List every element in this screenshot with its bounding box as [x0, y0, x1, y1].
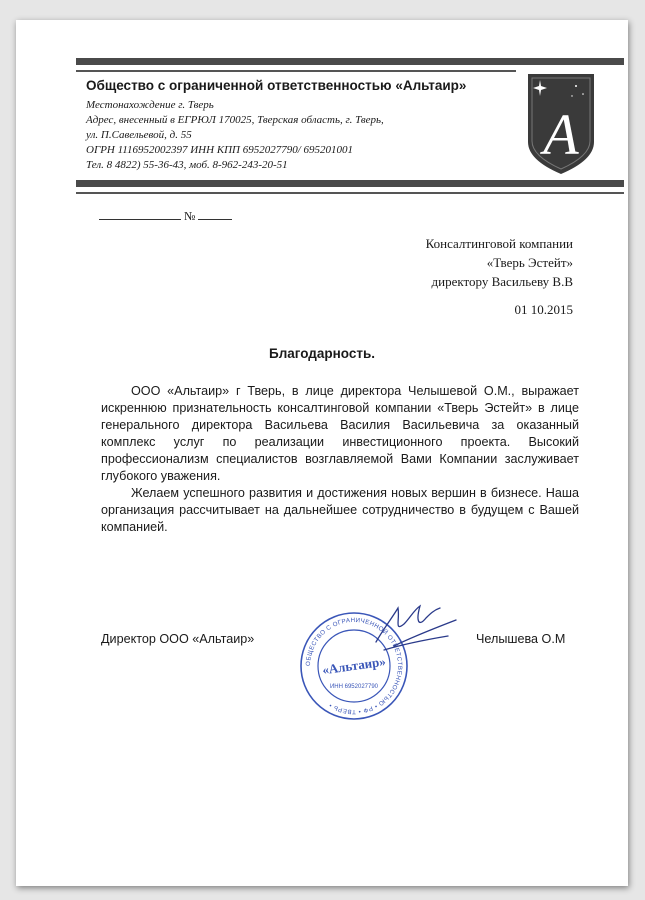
reference-date-line	[99, 208, 181, 220]
addressee-line-director: директору Васильеву В.В	[431, 274, 573, 289]
header-line-address: Адрес, внесенный в ЕГРЮЛ 170025, Тверская область, г. Тверь,	[86, 114, 384, 126]
letter-page	[16, 20, 628, 886]
body-paragraph-1: ООО «Альтаир» г Тверь, в лице директора Челышевой О.М., выражает искреннюю признательность консалтинговой компании «Тверь Эстейт» в лице генерального директора Васильева Василия Васильевича за оказанный комплекс услуг по реализации инвестиционного проекта. Высокий профессионализм специалистов возглавляемой Вами Компании заслуживает глубокого уважения.	[101, 384, 579, 483]
body-paragraph-2: Желаем успешного развития и достижения новых вершин в бизнесе. Наша организация рассчитывает на дальнейшее сотрудничество в будущем с Вашей компанией.	[101, 486, 579, 534]
header-bottom-thin-line	[76, 192, 624, 194]
company-logo	[526, 72, 596, 176]
header-line-street: ул. П.Савельевой, д. 55	[86, 129, 192, 141]
letter-title: Благодарность.	[268, 346, 376, 361]
stamp-center-text: «Альтаир»	[321, 653, 387, 678]
signatory-title: Директор ООО «Альтаир»	[101, 632, 255, 646]
header-top-thin-line	[76, 70, 516, 72]
stamp-ring-text: ОБЩЕСТВО С ОГРАНИЧЕННОЙ ОТВЕТСТВЕННОСТЬЮ • РФ • ТВЕРЬ •	[304, 616, 404, 716]
company-name: Общество с ограниченной ответственностью «Альтаир»	[86, 78, 467, 93]
letter-body	[101, 383, 579, 536]
addressee-line-company: Консалтинговой компании	[425, 236, 573, 251]
reference-number-line	[198, 208, 232, 220]
stamp-inn: ИНН 6952027790	[329, 684, 379, 690]
header-line-phone: Тел. 8 4822) 55-36-43, моб. 8-962-243-20-51	[86, 159, 288, 171]
header-line-location: Местонахождение г. Тверь	[86, 99, 214, 111]
header-top-bar	[76, 58, 624, 65]
number-sign: №	[184, 209, 196, 223]
reference-number	[99, 208, 232, 224]
signatory-name: Челышева О.М	[476, 632, 566, 646]
letter-date: 01 10.2015	[514, 302, 573, 317]
addressee-line-name: «Тверь Эстейт»	[486, 255, 573, 270]
logo-letter: А	[543, 102, 579, 167]
header-line-ogrn: ОГРН 1116952002397 ИНН КПП 6952027790/ 695201001	[86, 144, 354, 156]
header-bottom-bar	[76, 180, 624, 187]
handwritten-signature	[364, 598, 464, 658]
